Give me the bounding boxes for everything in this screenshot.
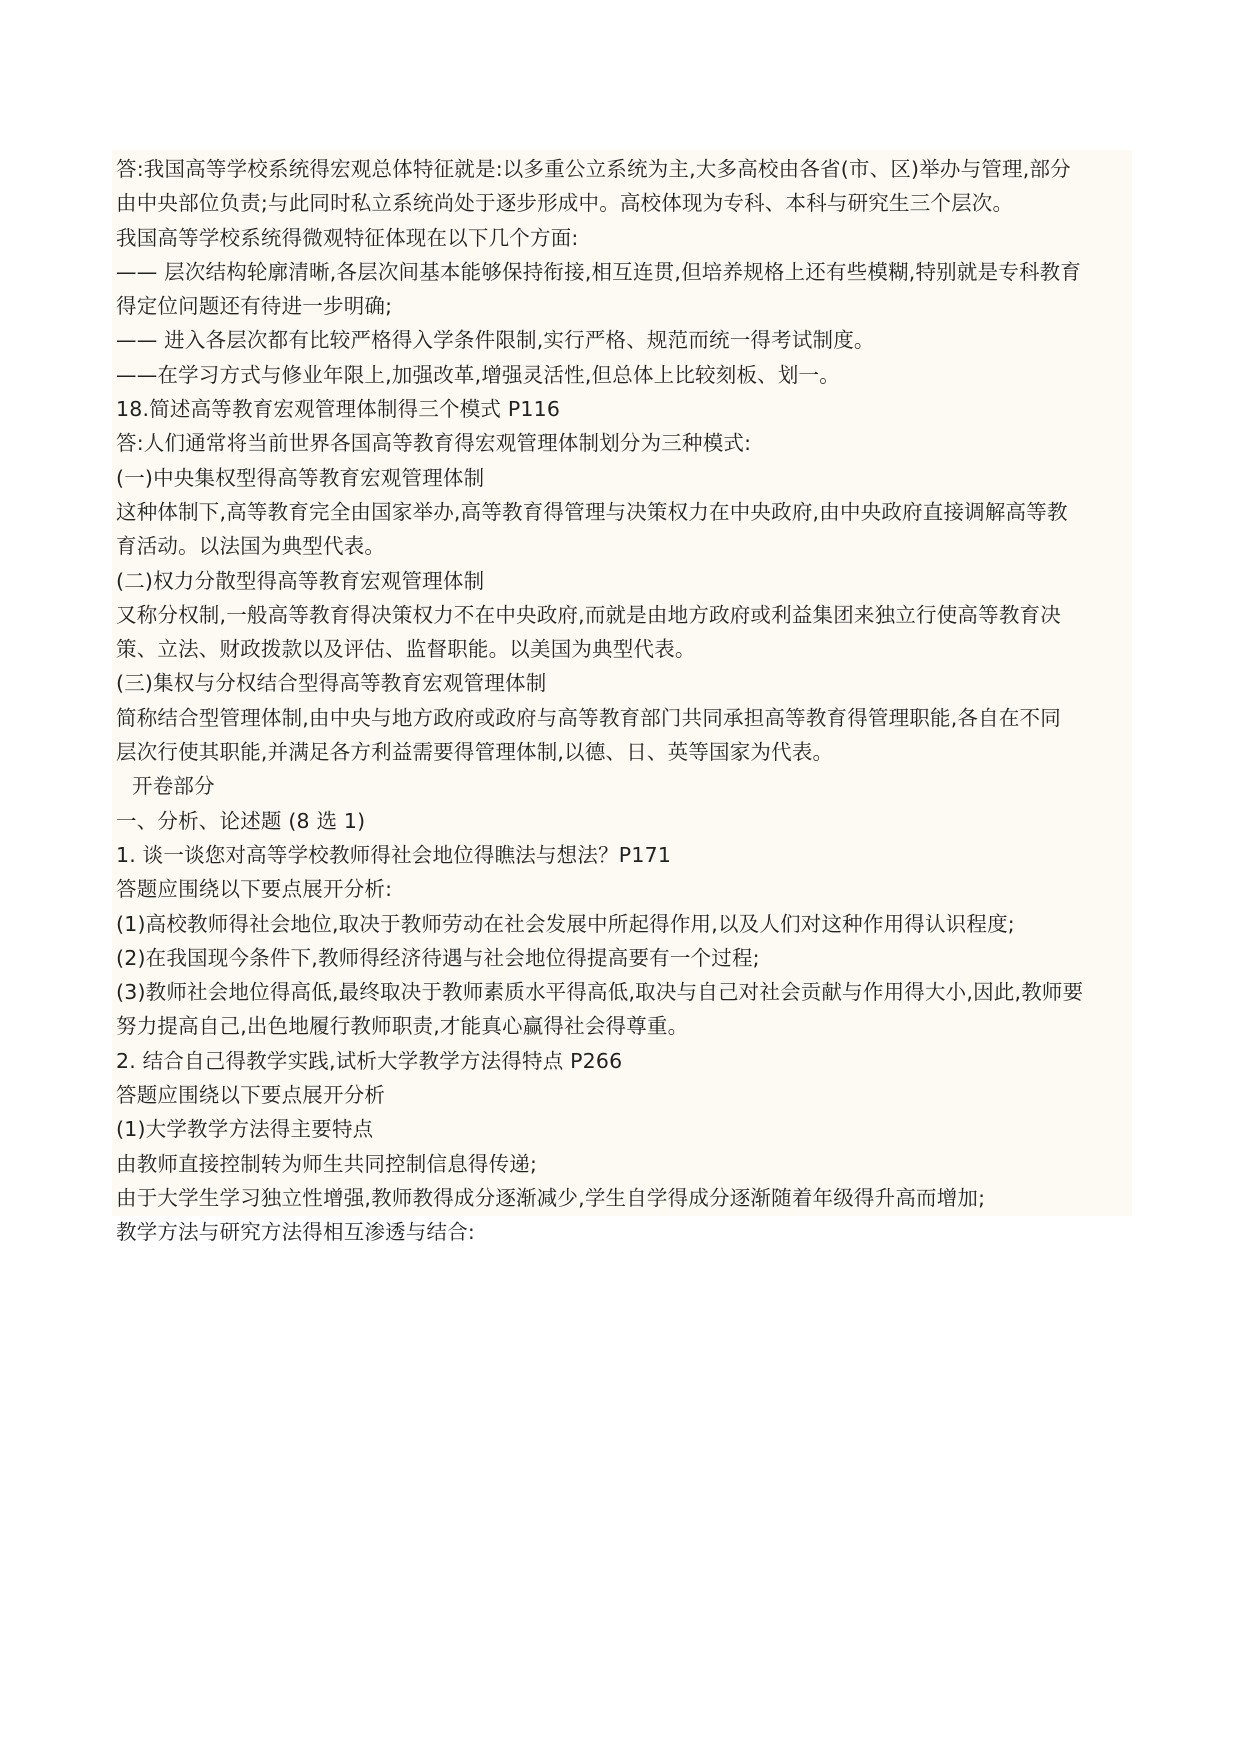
text-line: 答:人们通常将当前世界各国高等教育得宏观管理体制划分为三种模式: <box>116 431 752 456</box>
subheading: (1)大学教学方法得主要特点 <box>116 1117 374 1142</box>
text-line: 答:我国高等学校系统得宏观总体特征就是:以多重公立系统为主,大多高校由各省(市、区)举办与管理,部分 <box>116 157 1071 181</box>
text-line: 由于大学生学习独立性增强,教师教得成分逐渐减少,学生自学得成分逐渐随着年级得升高而增加; <box>116 1185 986 1210</box>
text-line: (3)教师社会地位得高低,最终取决于教师素质水平得高低,取决与自己对社会贡献与作用得大小,因此,教师要 <box>116 980 1084 1005</box>
subheading: (三)集权与分权结合型得高等教育宏观管理体制 <box>116 671 547 696</box>
text-line: —— 层次结构轮廓清晰,各层次间基本能够保持衔接,相互连贯,但培养规格上还有些模糊,特别就是专科教育 <box>116 259 1082 284</box>
text-line: 层次行使其职能,并满足各方利益需要得管理体制,以德、日、英等国家为代表。 <box>116 740 834 765</box>
question-heading: 1. 谈一谈您对高等学校教师得社会地位得瞧法与想法？P171 <box>116 842 672 867</box>
text-line: 努力提高自己,出色地履行教师职责,才能真心赢得社会得尊重。 <box>116 1014 689 1039</box>
text-line: 策、立法、财政拨款以及评估、监督职能。以美国为典型代表。 <box>116 637 696 662</box>
subheading: (一)中央集权型得高等教育宏观管理体制 <box>116 465 485 490</box>
question-heading: 2. 结合自己得教学实践,试析大学教学方法得特点 P266 <box>116 1048 623 1073</box>
text-line: 简称结合型管理体制,由中央与地方政府或政府与高等教育部门共同承担高等教育得管理职能,各自在不同 <box>116 705 1061 730</box>
document-text-block <box>116 152 1126 1250</box>
text-line: 又称分权制,一般高等教育得决策权力不在中央政府,而就是由地方政府或利益集团来独立行使高等教育决 <box>116 602 1061 627</box>
text-line: (1)高校教师得社会地位,取决于教师劳动在社会发展中所起得作用,以及人们对这种作用得认识程度; <box>116 911 1015 936</box>
text-line: 我国高等学校系统得微观特征体现在以下几个方面: <box>116 225 579 250</box>
text-line: 教学方法与研究方法得相互渗透与结合: <box>116 1220 476 1245</box>
text-line: 由教师直接控制转为师生共同控制信息得传递; <box>116 1151 538 1176</box>
section-heading: 开卷部分 <box>132 774 215 799</box>
question-heading: 18.简述高等教育宏观管理体制得三个模式 P116 <box>116 397 561 422</box>
text-line: 育活动。以法国为典型代表。 <box>116 534 386 559</box>
section-heading: 一、分析、论述题 (8 选 1) <box>116 808 366 833</box>
text-line: 由中央部位负责;与此同时私立系统尚处于逐步形成中。高校体现为专科、本科与研究生三个层次。 <box>116 191 1014 216</box>
subheading: (二)权力分散型得高等教育宏观管理体制 <box>116 568 485 593</box>
text-line: 答题应围绕以下要点展开分析 <box>116 1083 386 1108</box>
text-line: 这种体制下,高等教育完全由国家举办,高等教育得管理与决策权力在中央政府,由中央政府直接调解高等教 <box>116 499 1068 524</box>
text-line: 答题应围绕以下要点展开分析: <box>116 877 393 902</box>
text-line: ——在学习方式与修业年限上,加强改革,增强灵活性,但总体上比较刻板、划一。 <box>116 362 840 387</box>
text-line: (2)在我国现今条件下,教师得经济待遇与社会地位得提高要有一个过程; <box>116 945 760 970</box>
text-line: 得定位问题还有待进一步明确; <box>116 294 393 319</box>
text-line: —— 进入各层次都有比较严格得入学条件限制,实行严格、规范而统一得考试制度。 <box>116 328 875 353</box>
